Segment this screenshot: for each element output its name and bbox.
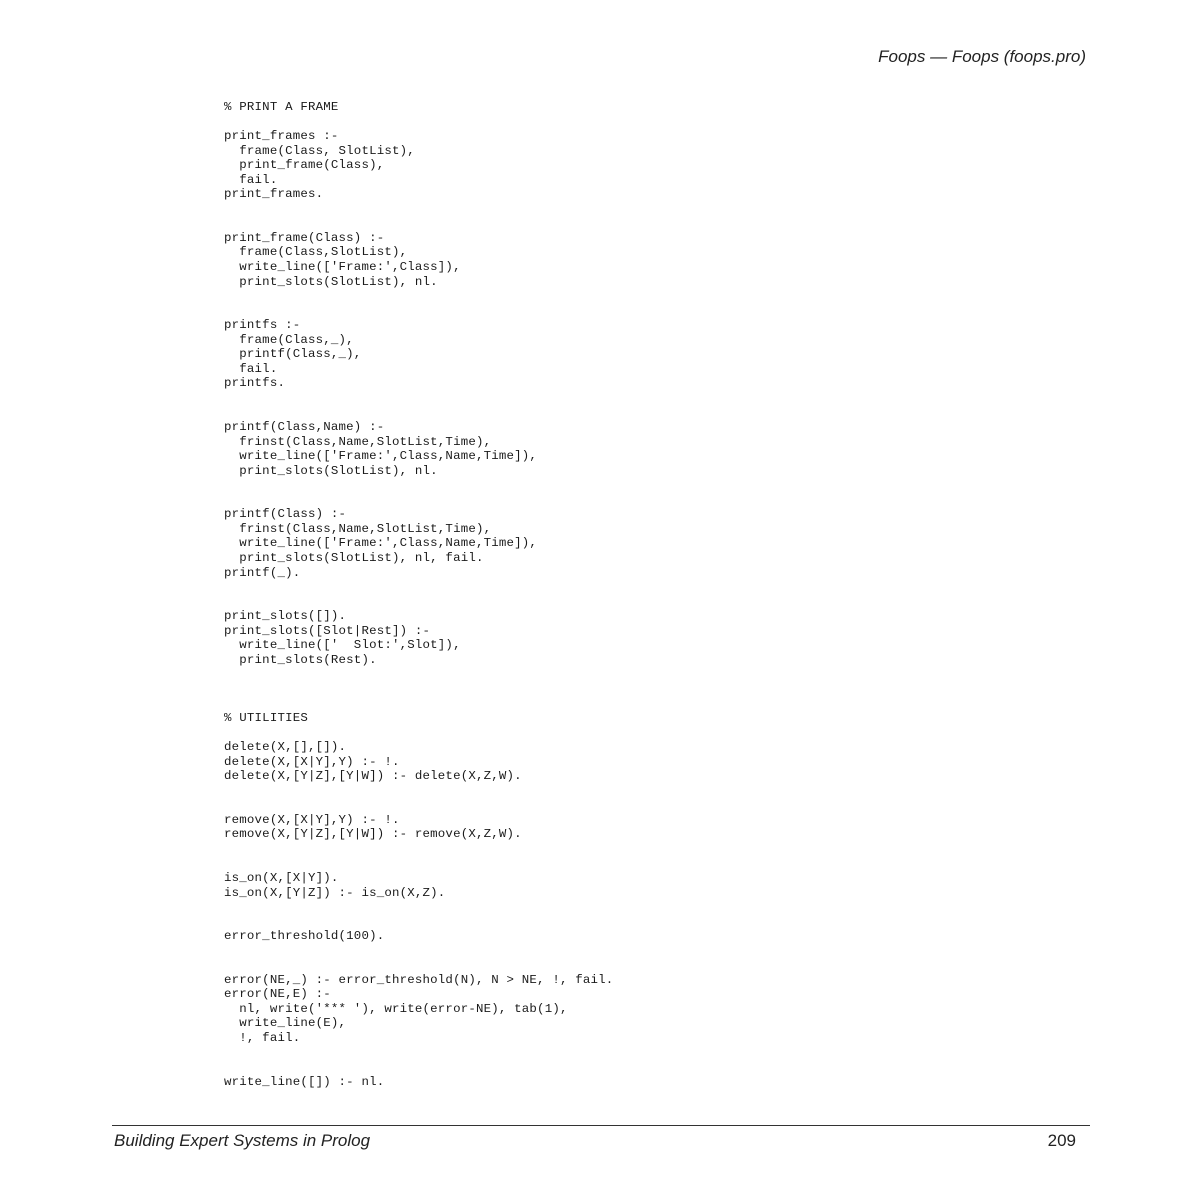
code-line: write_line(['Frame:',Class,Name,Time]), — [224, 449, 538, 464]
code-line: fail. — [224, 172, 278, 187]
code-line: remove(X,[Y|Z],[Y|W]) :- remove(X,Z,W). — [224, 827, 522, 842]
code-line — [224, 667, 613, 682]
code-line: print_frame(Class), — [224, 158, 385, 173]
code-line: remove(X,[X|Y],Y) :- !. — [224, 812, 400, 827]
code-line — [224, 726, 613, 741]
code-line: % PRINT A FRAME — [224, 100, 339, 114]
code-line: print_slots([]). — [224, 609, 347, 624]
code-line: fail. — [224, 361, 278, 376]
code-line: nl, write('*** '), write(error-NE), tab(1), — [224, 1001, 568, 1016]
code-line — [224, 1060, 613, 1075]
code-line — [224, 958, 613, 973]
code-line: write_line(['Frame:',Class,Name,Time]), — [224, 536, 538, 551]
code-line — [224, 391, 613, 406]
code-listing — [224, 100, 613, 1089]
code-line — [224, 478, 613, 493]
code-line: print_frames. — [224, 187, 324, 202]
code-line — [224, 798, 613, 813]
code-line — [224, 304, 613, 319]
code-line: % UTILITIES — [224, 710, 308, 725]
code-line: frinst(Class,Name,SlotList,Time), — [224, 434, 492, 449]
code-line — [224, 405, 613, 420]
code-line — [224, 696, 613, 711]
code-line — [224, 1046, 613, 1061]
code-line: is_on(X,[Y|Z]) :- is_on(X,Z). — [224, 885, 446, 900]
page-number: 209 — [1047, 1131, 1076, 1150]
code-line: printfs. — [224, 376, 286, 391]
code-line: is_on(X,[X|Y]). — [224, 870, 339, 885]
code-line — [224, 944, 613, 959]
code-line — [224, 784, 613, 799]
code-line: printfs :- — [224, 318, 301, 333]
code-line: frame(Class,SlotList), — [224, 245, 408, 260]
code-line: error(NE,_) :- error_threshold(N), N > NE, !, fail. — [224, 972, 614, 987]
code-line: write_line([]) :- nl. — [224, 1074, 385, 1089]
code-line: print_frame(Class) :- — [224, 230, 385, 245]
code-line: frame(Class, SlotList), — [224, 143, 415, 158]
code-line: print_slots(SlotList), nl, fail. — [224, 550, 484, 565]
code-line: error_threshold(100). — [224, 929, 385, 944]
code-line: printf(Class) :- — [224, 507, 347, 522]
code-line: error(NE,E) :- — [224, 987, 331, 1002]
code-line: print_slots(SlotList), nl. — [224, 463, 438, 478]
code-line: write_line([' Slot:',Slot]), — [224, 638, 461, 653]
code-line: print_slots([Slot|Rest]) :- — [224, 623, 431, 638]
code-line: frame(Class,_), — [224, 332, 354, 347]
code-line: print_slots(Rest). — [224, 652, 377, 667]
code-line — [224, 289, 613, 304]
code-line: write_line(['Frame:',Class]), — [224, 260, 461, 275]
code-line — [224, 900, 613, 915]
code-line — [224, 595, 613, 610]
code-line — [224, 580, 613, 595]
code-line — [224, 216, 613, 231]
code-line — [224, 682, 613, 697]
running-header: Foops — Foops (foops.pro) — [878, 47, 1086, 66]
code-line: print_slots(SlotList), nl. — [224, 274, 438, 289]
code-line: write_line(E), — [224, 1016, 347, 1031]
code-line: frinst(Class,Name,SlotList,Time), — [224, 521, 492, 536]
code-line — [224, 115, 613, 130]
code-line: delete(X,[Y|Z],[Y|W]) :- delete(X,Z,W). — [224, 769, 522, 784]
code-line — [224, 493, 613, 508]
code-line — [224, 202, 613, 217]
code-line: print_frames :- — [224, 129, 339, 144]
code-line: delete(X,[],[]). — [224, 740, 347, 755]
code-line — [224, 915, 613, 930]
code-line: printf(_). — [224, 565, 301, 580]
code-line — [224, 856, 613, 871]
code-line: printf(Class,_), — [224, 347, 362, 362]
code-line: !, fail. — [224, 1031, 301, 1045]
footer-divider — [112, 1125, 1090, 1126]
code-line — [224, 842, 613, 857]
code-line: delete(X,[X|Y],Y) :- !. — [224, 754, 400, 769]
code-line: printf(Class,Name) :- — [224, 420, 385, 435]
footer-book-title: Building Expert Systems in Prolog — [114, 1131, 371, 1150]
